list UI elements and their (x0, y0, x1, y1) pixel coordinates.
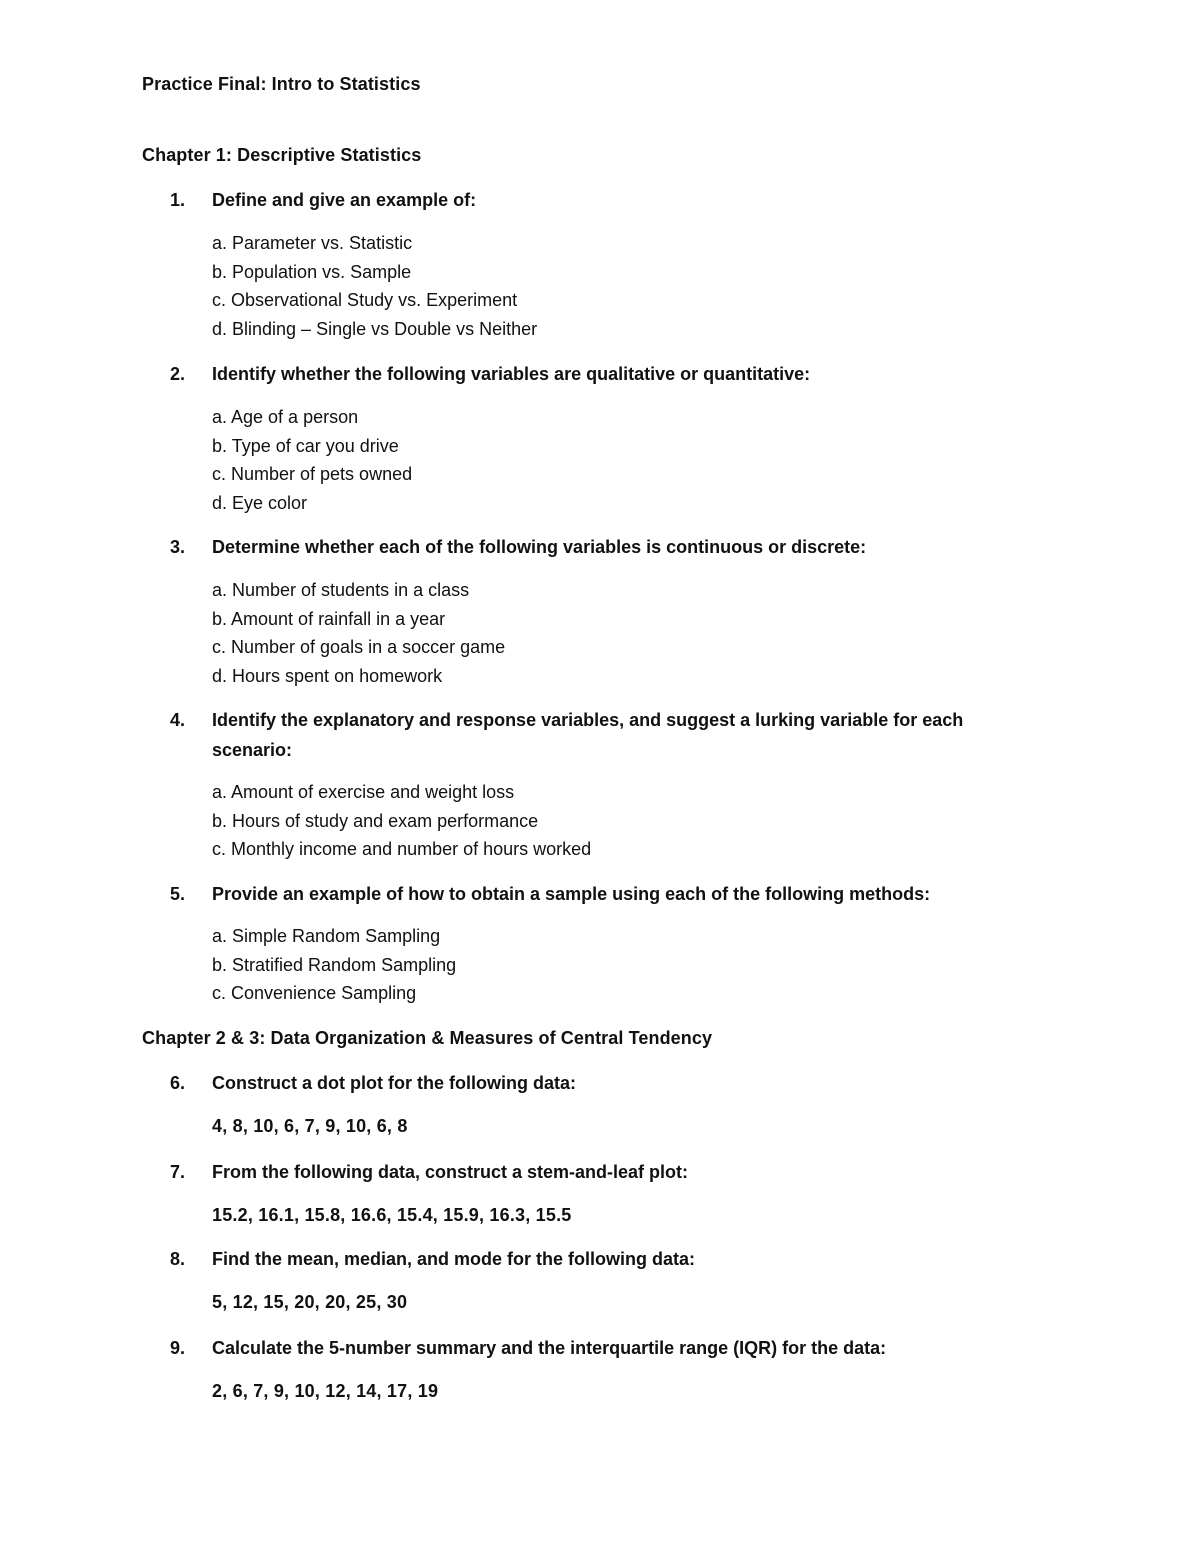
question-2-items (212, 403, 412, 517)
list-item: d. Eye color (212, 492, 308, 513)
question-number: 8. (170, 1249, 186, 1269)
question-number: 1. (170, 190, 186, 210)
question-number: 2. (170, 364, 186, 384)
question-8-data: 5, 12, 15, 20, 20, 25, 30 (212, 1292, 408, 1312)
document-title: Practice Final: Intro to Statistics (142, 74, 421, 94)
question-3-items (212, 576, 505, 690)
question-number: 4. (170, 710, 186, 730)
question-6 (170, 1068, 1010, 1098)
list-item: d. Hours spent on homework (212, 665, 443, 686)
question-2 (170, 359, 1010, 389)
question-6-data: 4, 8, 10, 6, 7, 9, 10, 6, 8 (212, 1116, 408, 1136)
question-5-items (212, 922, 456, 1008)
question-1 (170, 185, 1010, 215)
question-8 (170, 1244, 1010, 1274)
question-number: 7. (170, 1162, 186, 1182)
question-1-items (212, 229, 537, 343)
question-7 (170, 1157, 1010, 1187)
list-item: a. Age of a person (212, 407, 359, 427)
question-number: 3. (170, 537, 186, 557)
question-7-data: 15.2, 16.1, 15.8, 16.6, 15.4, 15.9, 16.3, 15.5 (212, 1205, 572, 1225)
list-item: c. Number of pets owned (212, 464, 413, 484)
list-item: c. Monthly income and number of hours worked (212, 839, 592, 859)
question-number: 9. (170, 1338, 186, 1358)
question-text: Define and give an example of: (212, 190, 477, 210)
question-4-items (212, 778, 591, 864)
question-text: Identify whether the following variables are qualitative or quantitative: (212, 364, 811, 384)
list-item: c. Observational Study vs. Experiment (212, 290, 518, 310)
chapter-1-heading: Chapter 1: Descriptive Statistics (142, 145, 422, 165)
list-item: b. Amount of rainfall in a year (212, 608, 446, 629)
question-text: Construct a dot plot for the following data: (212, 1073, 576, 1093)
question-9-data: 2, 6, 7, 9, 10, 12, 14, 17, 19 (212, 1381, 439, 1401)
question-text: Provide an example of how to obtain a sample using each of the following methods: (212, 884, 931, 904)
list-item: a. Simple Random Sampling (212, 926, 441, 946)
list-item: a. Parameter vs. Statistic (212, 233, 413, 253)
list-item: c. Convenience Sampling (212, 983, 417, 1003)
question-text: Determine whether each of the following variables is continuous or discrete: (212, 537, 867, 557)
list-item: d. Blinding – Single vs Double vs Neither (212, 318, 538, 339)
list-item: b. Type of car you drive (212, 435, 399, 456)
question-text: Identify the explanatory and response variables, and suggest a lurking variable for each scenario: (212, 710, 964, 760)
list-item: b. Stratified Random Sampling (212, 954, 457, 975)
question-number: 5. (170, 884, 186, 904)
question-number: 6. (170, 1073, 186, 1093)
question-text: Find the mean, median, and mode for the following data: (212, 1249, 696, 1269)
question-9 (170, 1333, 1010, 1363)
list-item: b. Population vs. Sample (212, 261, 412, 282)
list-item: c. Number of goals in a soccer game (212, 637, 506, 657)
list-item: a. Amount of exercise and weight loss (212, 782, 515, 802)
list-item: b. Hours of study and exam performance (212, 810, 539, 831)
question-text: Calculate the 5-number summary and the interquartile range (IQR) for the data: (212, 1338, 887, 1358)
question-3 (170, 532, 1010, 562)
list-item: a. Number of students in a class (212, 580, 470, 600)
question-text: From the following data, construct a stem-and-leaf plot: (212, 1162, 689, 1182)
chapter-2-3-heading: Chapter 2 & 3: Data Organization & Measures of Central Tendency (142, 1028, 713, 1048)
question-5 (170, 879, 1010, 909)
question-4 (170, 705, 1010, 765)
